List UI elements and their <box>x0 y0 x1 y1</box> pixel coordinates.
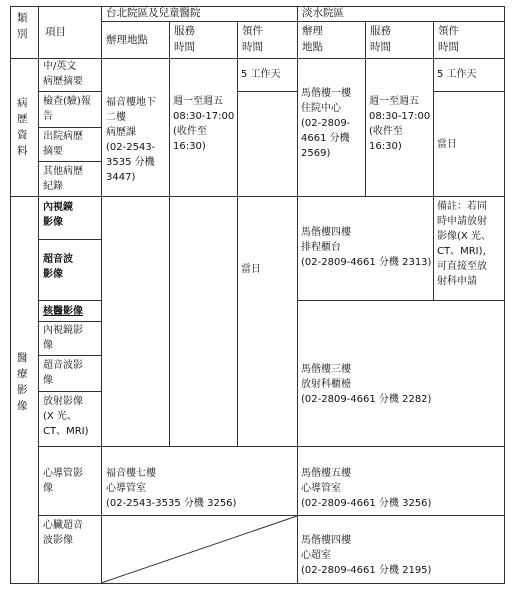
taipei-records-pickup: 5 工作天 <box>241 69 281 80</box>
item-summary: 中/英文 病歷摘要 <box>43 61 83 87</box>
header-taipei-campus: 台北院區及兒童醫院 <box>106 7 201 19</box>
item-radiology: 放射影像 (X 光、 CT、MRI) <box>43 396 89 437</box>
taipei-cath-location: 福音樓七樓 心導管室 (02-2543-3535 分機 3256) <box>106 468 237 509</box>
item-discharge-summary: 出院病歷 摘要 <box>43 131 83 157</box>
item-nuclear-medicine: 核醫影像 <box>43 306 83 317</box>
header-taipei-service-time: 服務 時間 <box>174 25 195 53</box>
item-exam-report: 檢查(驗)報 告 <box>43 96 91 122</box>
item-cardiac-echo: 心臟超音 波影像 <box>43 520 83 546</box>
taipei-records-service-time: 週一至週五 08:30-17:00 (收件至 16:30) <box>173 96 235 152</box>
tamsui-records-location: 馬偕樓一樓 住院中心 (02-2809- 4661 分機 2569) <box>301 88 351 159</box>
item-ultrasound-group1: 超音波 影像 <box>43 254 73 280</box>
tamsui-imaging-note: 備註：若同 時申請放射 影像(X 光、 CT、MRI)， 可直接至放 射科申請 <box>437 201 493 287</box>
header-tamsui-campus: 淡水院區 <box>302 7 344 19</box>
item-cardiac-cath: 心導管影 像 <box>43 468 83 494</box>
tamsui-schedule-counter: 馬偕樓四樓 排程櫃台 (02-2809-4661 分機 2313) <box>301 227 432 268</box>
tamsui-radiology-counter: 馬偕樓三樓 放射科櫃檯 (02-2809-4661 分機 2282) <box>301 364 432 405</box>
category-medical-records: 病 歷 資 料 <box>17 97 28 157</box>
header-category: 類 別 <box>17 12 28 40</box>
taipei-imaging-pickup: 當日 <box>241 264 261 275</box>
header-item: 項目 <box>45 26 66 38</box>
header-taipei-location: 辦理地點 <box>106 34 148 46</box>
header-tamsui-service-time: 服務 時間 <box>370 25 391 53</box>
category-medical-imaging: 醫 療 影 像 <box>17 352 28 412</box>
tamsui-records-service-time: 週一至週五 08:30-17:00 (收件至 16:30) <box>369 96 431 152</box>
header-tamsui-location: 辦理 地點 <box>302 25 323 53</box>
tamsui-cath-location: 馬偕樓五樓 心導管室 (02-2809-4661 分機 3256) <box>301 468 432 509</box>
diagonal-line <box>101 516 297 583</box>
item-other-records: 其他病歷 紀錄 <box>43 166 83 192</box>
tamsui-records-pickup-first: 5 工作天 <box>437 69 477 80</box>
tamsui-echo-location: 馬偕樓四樓 心超室 (02-2809-4661 分機 2195) <box>301 535 432 576</box>
item-endoscopy-group1: 內視鏡 影像 <box>43 202 73 228</box>
item-ultrasound-group2: 超音波影 像 <box>43 360 83 386</box>
header-taipei-pickup-time: 領件 時間 <box>242 25 263 53</box>
item-endoscopy-group2: 內視鏡影 像 <box>43 325 83 351</box>
taipei-records-location: 福音樓地下 二樓 病歷課 (02-2543- 3535 分機 3447) <box>106 97 156 183</box>
header-tamsui-pickup-time: 領件 時間 <box>438 25 459 53</box>
tamsui-records-pickup-rest: 當日 <box>437 139 457 150</box>
